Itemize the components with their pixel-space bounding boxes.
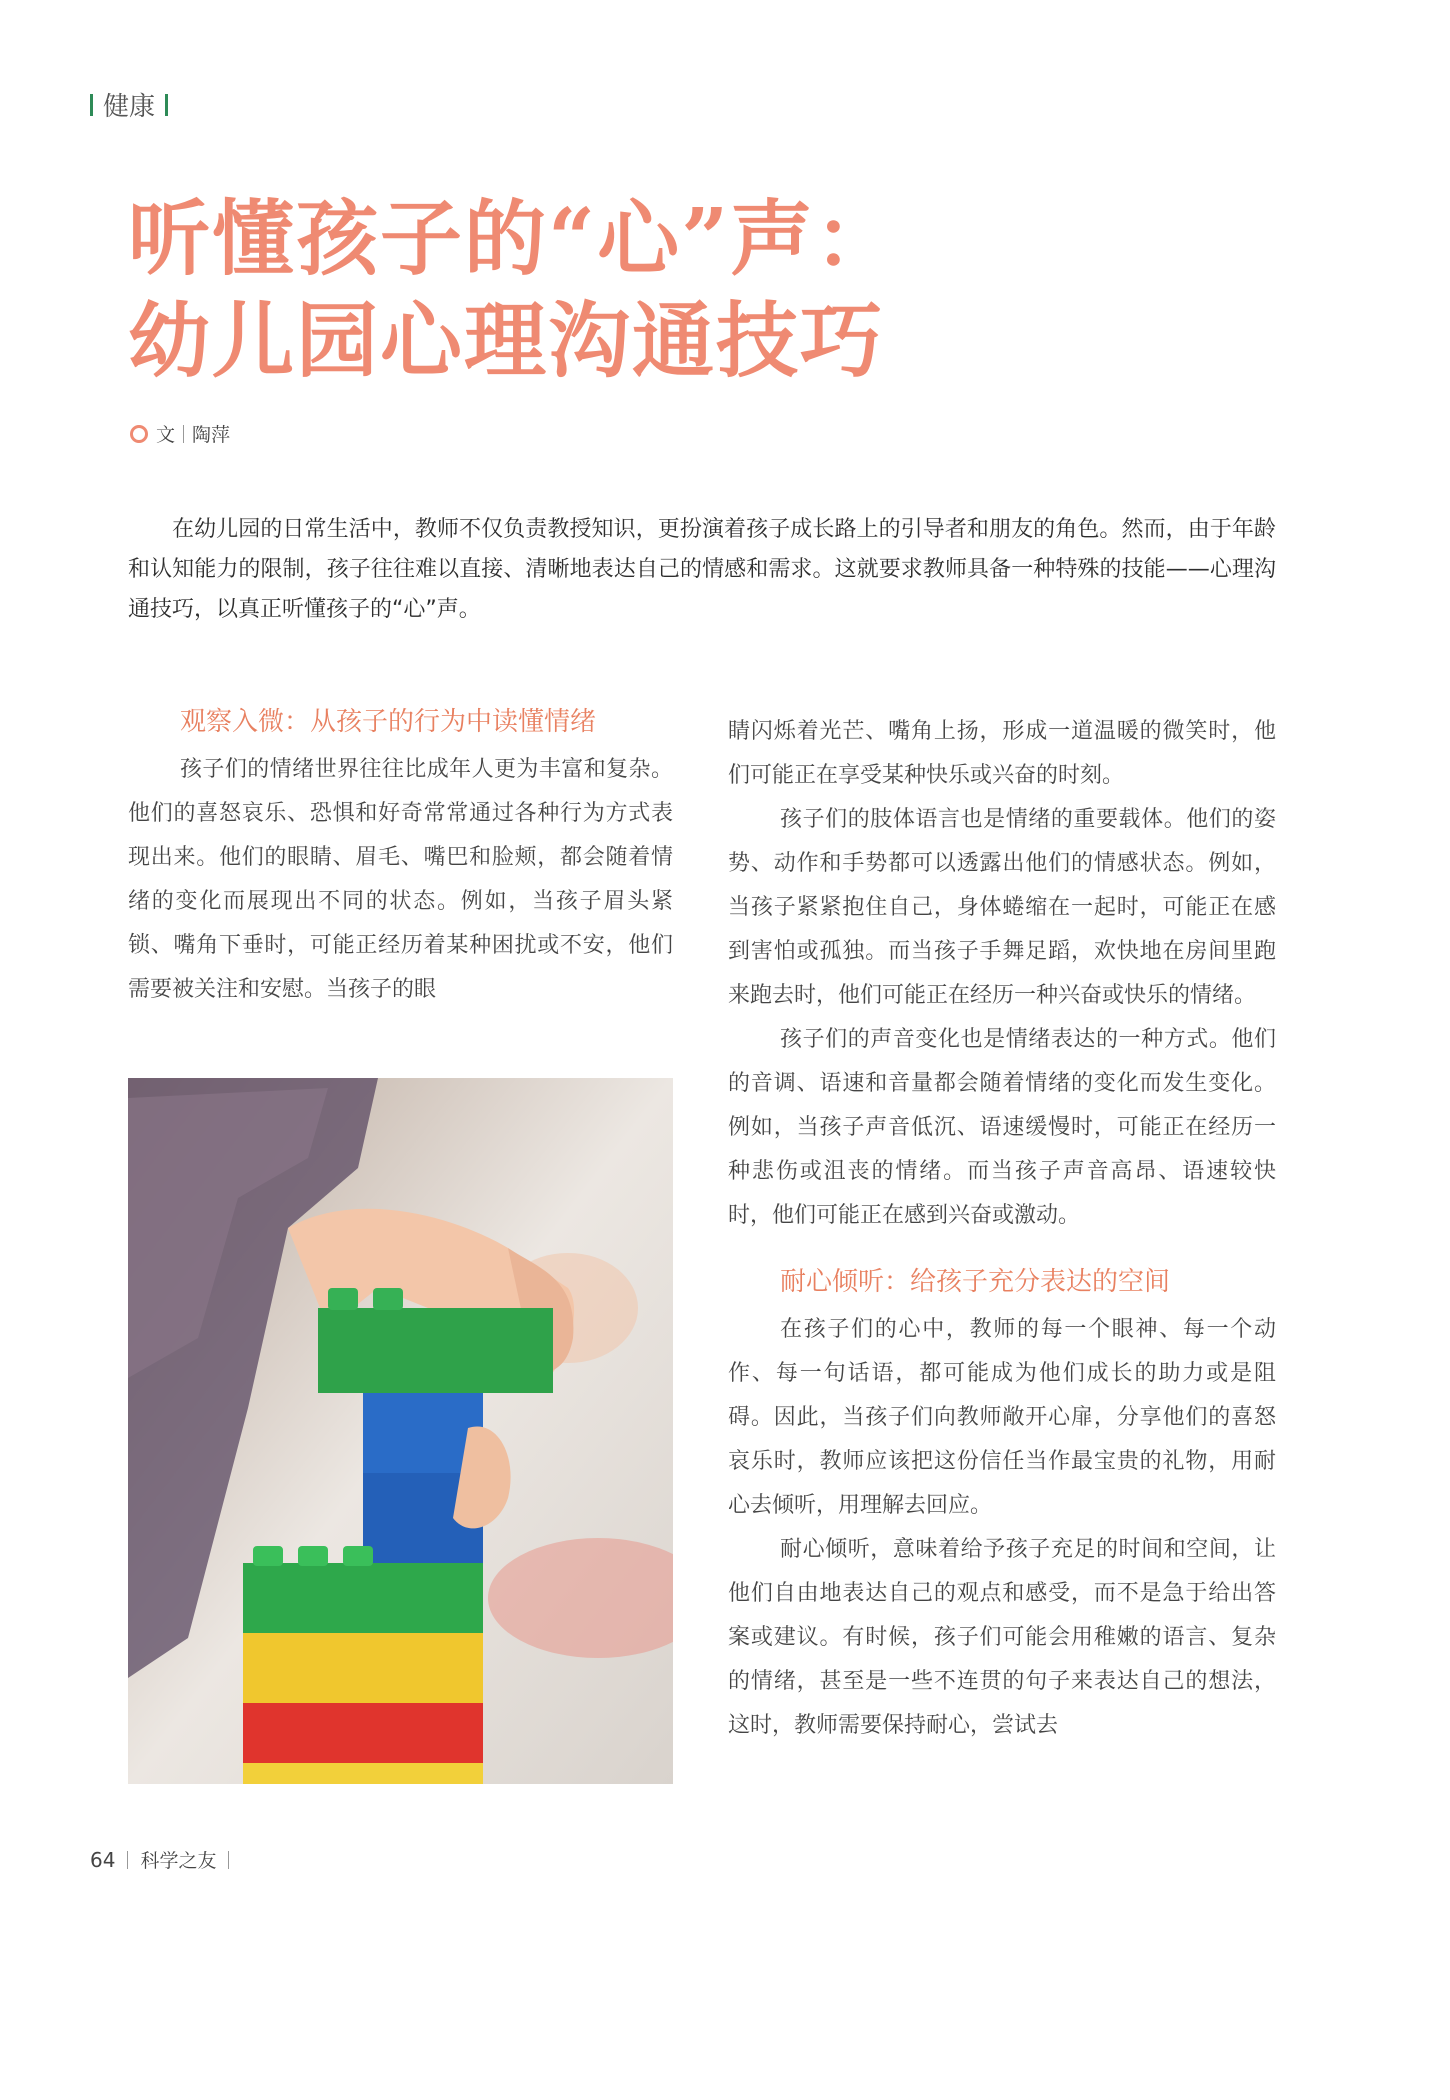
body-paragraph: 耐心倾听，意味着给予孩子充足的时间和空间，让他们自由地表达自己的观点和感受，而不是急于给出答案或建议。有时候，孩子们可能会用稚嫩的语言、复杂的情绪，甚至是一些不连贯的句子来表达自己的想法，这时，教师需要保持耐心，尝试去 (728, 1537, 1276, 1738)
photo-building-blocks (128, 1078, 673, 1784)
right-column (728, 710, 1276, 1748)
body-paragraph: 孩子们的情绪世界往往比成年人更为丰富和复杂。他们的喜怒哀乐、恐惧和好奇常常通过各种行为方式表现出来。他们的眼睛、眉毛、嘴巴和脸颊，都会随着情绪的变化而展现出不同的状态。例如，当孩子眉头紧锁、嘴角下垂时，可能正经历着某种困扰或不安，他们需要被关注和安慰。当孩子的眼 (128, 757, 673, 1002)
intro-paragraph: 在幼儿园的日常生活中，教师不仅负责教授知识，更扮演着孩子成长路上的引导者和朋友的角色。然而，由于年龄和认知能力的限制，孩子往往难以直接、清晰地表达自己的情感和需求。这就要求教师具备一种特殊的技能——心理沟通技巧，以真正听懂孩子的“心”声。 (128, 517, 1276, 622)
footer-divider-right (228, 1851, 229, 1869)
section-label: 健康 (103, 92, 156, 122)
footer-divider-left (127, 1851, 128, 1869)
byline (130, 420, 230, 447)
author-name: 陶萍 (192, 424, 231, 446)
section-bar-left (90, 94, 93, 116)
title-line-2: 幼儿园心理沟通技巧 (128, 293, 885, 389)
byline-divider (183, 425, 184, 443)
page-footer (90, 1846, 229, 1873)
left-column (128, 700, 673, 1012)
title-line-1: 听懂孩子的“心”声： (128, 191, 899, 287)
page-number: 64 (90, 1847, 116, 1872)
body-paragraph: 孩子们的肢体语言也是情绪的重要载体。他们的姿势、动作和手势都可以透露出他们的情感状态。例如，当孩子紧紧抱住自己，身体蜷缩在一起时，可能正在感到害怕或孤独。而当孩子手舞足蹈，欢快地在房间里跑来跑去时，他们可能正在经历一种兴奋或快乐的情绪。 (728, 807, 1276, 1008)
section-tag (90, 86, 168, 123)
byline-prefix: 文 (156, 424, 176, 446)
body-paragraph-continued: 睛闪烁着光芒、嘴角上扬，形成一道温暖的微笑时，他们可能正在享受某种快乐或兴奋的时刻。 (728, 719, 1276, 788)
child-stacking-blocks-image (128, 1078, 673, 1784)
body-paragraph: 孩子们的声音变化也是情绪表达的一种方式。他们的音调、语速和音量都会随着情绪的变化而发生变化。例如，当孩子声音低沉、语速缓慢时，可能正在经历一种悲伤或沮丧的情绪。而当孩子声音高昂、语速较快时，他们可能正在感到兴奋或激动。 (728, 1027, 1276, 1228)
body-paragraph: 在孩子们的心中，教师的每一个眼神、每一个动作、每一句话语，都可能成为他们成长的助力或是阻碍。因此，当孩子们向教师敞开心扉，分享他们的喜怒哀乐时，教师应该把这份信任当作最宝贵的礼物，用耐心去倾听，用理解去回应。 (728, 1317, 1276, 1518)
magazine-name: 科学之友 (140, 1850, 217, 1872)
section-heading-observe: 观察入微：从孩子的行为中读懂情绪 (180, 707, 597, 737)
section-bar-right (165, 94, 168, 116)
section-heading-listen: 耐心倾听：给孩子充分表达的空间 (780, 1267, 1171, 1297)
circle-icon (130, 425, 148, 443)
article-title (128, 188, 898, 392)
